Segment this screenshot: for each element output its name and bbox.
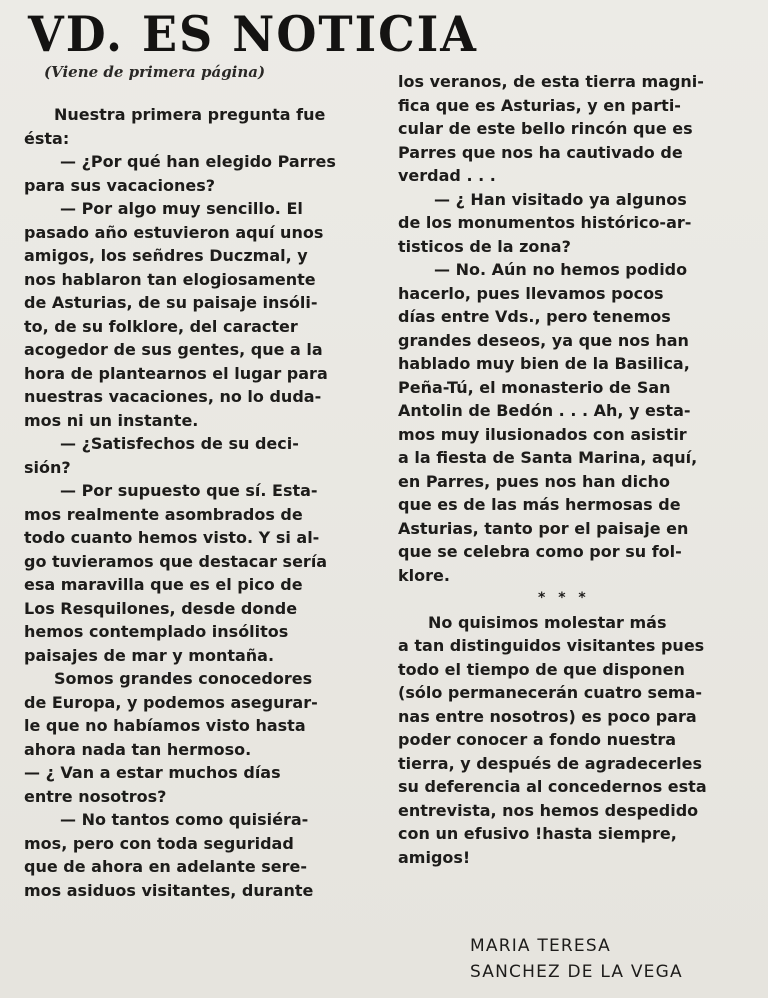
text-line: — Por algo muy sencillo. El xyxy=(60,199,303,218)
text-line: to, de su folklore, del caracter xyxy=(24,316,298,336)
text-line: días entre Vds., pero tenemos xyxy=(398,307,671,326)
text-line: hemos contemplado insólitos xyxy=(24,622,289,641)
text-line: nos hablaron tan elogiosamente xyxy=(24,269,316,289)
text-line: entrevista, nos hemos despedido xyxy=(398,800,699,820)
text-line: a la fiesta de Santa Marina, aquí, xyxy=(398,448,698,467)
text-line: grandes deseos, ya que nos han xyxy=(398,330,689,350)
text-line: de los monumentos histórico-ar- xyxy=(398,213,692,232)
text-line: en Parres, pues nos han dicho xyxy=(398,471,670,491)
text-line: que de ahora en adelante sere- xyxy=(24,857,307,876)
section-separator: * * * xyxy=(538,590,590,606)
text-line: de Asturias, de su paisaje insóli- xyxy=(24,293,318,312)
text-line: para sus vacaciones? xyxy=(24,175,216,195)
subtitle: (Viene de primera página) xyxy=(44,63,266,81)
text-line: su deferencia al concedernos esta xyxy=(398,777,707,796)
text-line: go tuvieramos que destacar sería xyxy=(24,551,328,571)
text-line: — ¿Por qué han elegido Parres xyxy=(60,152,336,171)
text-line: — No. Aún no hemos podido xyxy=(434,260,688,279)
text-line: (sólo permanecerán cuatro sema- xyxy=(398,683,703,702)
text-line: tierra, y después de agradecerles xyxy=(398,753,703,773)
text-line: Asturias, tanto por el paisaje en xyxy=(398,518,689,538)
text-line: — ¿ Van a estar muchos días xyxy=(24,763,281,782)
byline-second-line: SANCHEZ DE LA VEGA xyxy=(470,962,683,982)
text-line: paisajes de mar y montaña. xyxy=(24,645,275,665)
text-line: fica que es Asturias, y en parti- xyxy=(398,95,681,115)
text-line: verdad . . . xyxy=(398,166,496,185)
text-line: Somos grandes conocedores xyxy=(54,669,313,688)
text-line: de Europa, y podemos asegurar- xyxy=(24,692,318,712)
text-line: No quisimos molestar más xyxy=(428,612,667,632)
text-line: Peña-Tú, el monasterio de San xyxy=(398,377,671,397)
text-line: pasado año estuvieron aquí unos xyxy=(24,222,324,242)
text-line: amigos, los señdres Duczmal, y xyxy=(24,246,308,265)
text-line: Antolin de Bedón . . . Ah, y esta- xyxy=(398,401,691,420)
text-line: hora de plantearnos el lugar para xyxy=(24,363,328,383)
text-line: Parres que nos ha cautivado de xyxy=(398,142,683,162)
text-line: todo cuanto hemos visto. Y si al- xyxy=(24,528,320,547)
text-line: todo el tiempo de que disponen xyxy=(398,659,685,679)
text-line: sión? xyxy=(24,457,71,477)
text-line: que se celebra como por su fol- xyxy=(398,542,682,561)
text-line: que es de las más hermosas de xyxy=(398,495,681,514)
text-line: tisticos de la zona? xyxy=(398,236,571,256)
text-line: mos realmente asombrados de xyxy=(24,504,303,524)
text-line: acogedor de sus gentes, que a la xyxy=(24,340,323,359)
headline: VD. ES NOTICIA xyxy=(28,6,478,63)
text-line: nas entre nosotros) es poco para xyxy=(398,706,697,726)
text-line: Los Resquilones, desde donde xyxy=(24,598,298,618)
text-line: cular de este bello rincón que es xyxy=(398,119,693,138)
text-line: — ¿ Han visitado ya algunos xyxy=(434,189,687,209)
text-line: ahora nada tan hermoso. xyxy=(24,739,252,759)
text-line: mos asiduos visitantes, durante xyxy=(24,880,314,900)
text-line: amigos! xyxy=(398,847,471,867)
text-line: mos, pero con toda seguridad xyxy=(24,833,294,853)
byline-first-line: MARIA TERESA xyxy=(470,936,611,956)
text-line: entre nosotros? xyxy=(24,786,167,806)
text-line: Nuestra primera pregunta fue xyxy=(54,105,326,124)
text-line: esa maravilla que es el pico de xyxy=(24,575,303,594)
text-line: — ¿Satisfechos de su deci- xyxy=(60,434,299,453)
text-line: mos ni un instante. xyxy=(24,410,199,430)
text-line: le que no habíamos visto hasta xyxy=(24,716,306,735)
text-line: con un efusivo !hasta siempre, xyxy=(398,824,677,843)
text-line: a tan distinguidos visitantes pues xyxy=(398,636,705,655)
text-line: hablado muy bien de la Basilica, xyxy=(398,354,690,373)
text-line: los veranos, de esta tierra magni- xyxy=(398,72,704,91)
text-line: hacerlo, pues llevamos pocos xyxy=(398,283,664,303)
text-line: ésta: xyxy=(24,128,70,148)
text-line: — No tantos como quisiéra- xyxy=(60,810,309,829)
text-line: — Por supuesto que sí. Esta- xyxy=(60,481,318,500)
text-line: poder conocer a fondo nuestra xyxy=(398,730,677,749)
text-line: nuestras vacaciones, no lo duda- xyxy=(24,387,322,406)
text-line: mos muy ilusionados con asistir xyxy=(398,424,687,444)
text-line: klore. xyxy=(398,565,450,585)
